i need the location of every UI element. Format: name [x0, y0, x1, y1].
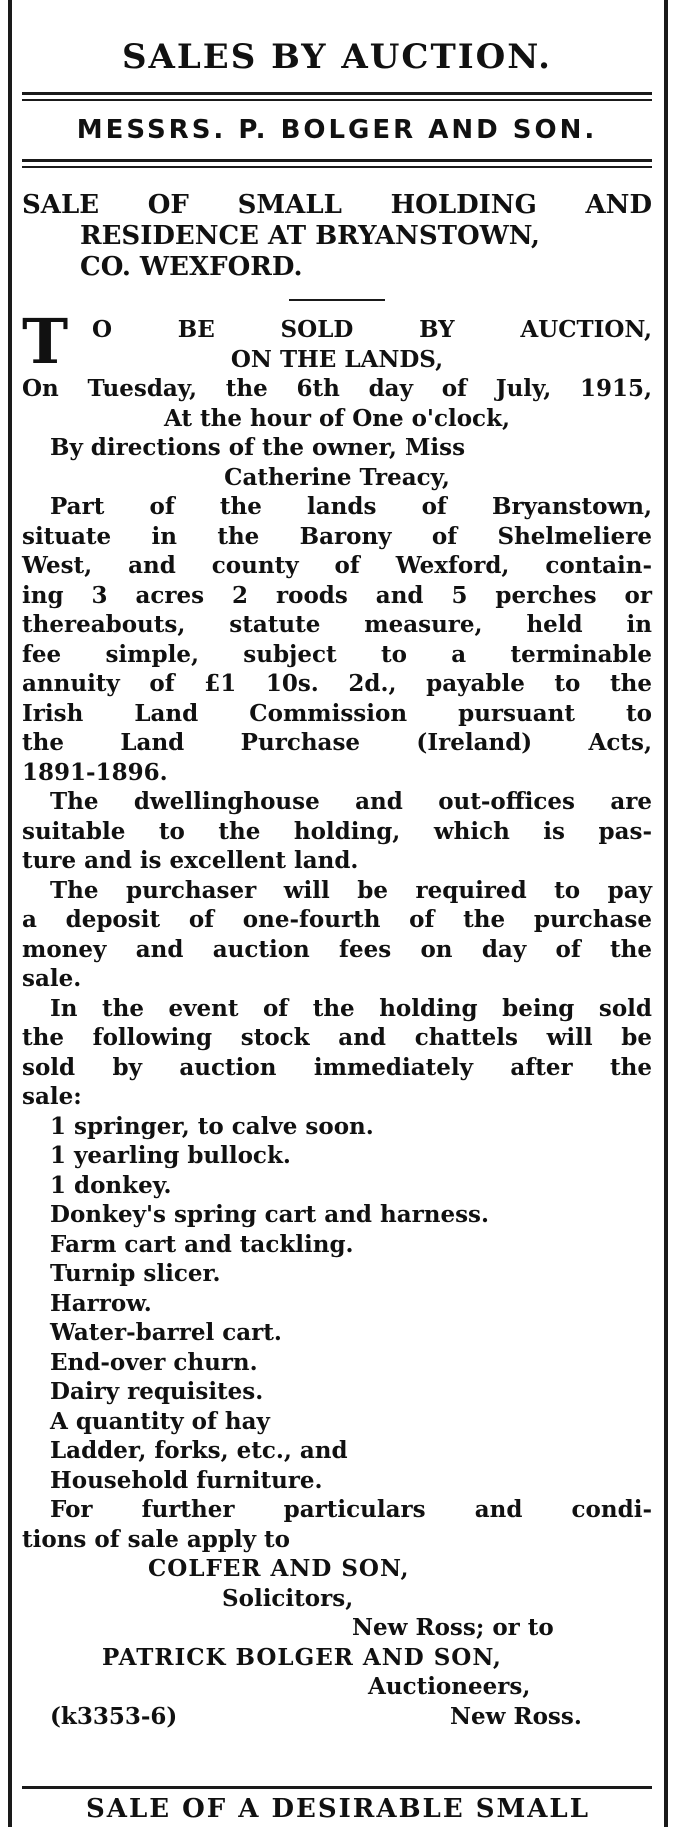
sale-title-line: CO. WEXFORD. [80, 252, 303, 282]
firm-banner: MESSRS. P. BOLGER AND SON. [76, 115, 598, 145]
paragraph-dwelling [22, 787, 652, 876]
body-line: The purchaser will be required to pay [50, 876, 652, 904]
time-line: At the hour of One o'clock, [163, 404, 511, 432]
bottom-rule [22, 1786, 652, 1789]
auctioneer-town: New Ross. [450, 1702, 582, 1730]
list-item: 1 donkey. [50, 1171, 172, 1199]
body-line: annuity of £1 10s. 2d., payable to the [22, 670, 652, 697]
short-divider [289, 299, 385, 301]
further-particulars [22, 1495, 652, 1554]
intro-block [22, 305, 652, 378]
body-line: tions of sale apply to [22, 1525, 290, 1553]
section-heading: SALES BY AUCTION. [121, 37, 553, 77]
date-line: On Tuesday, the 6th day of July, 1915, [22, 375, 652, 402]
sale-title [22, 190, 652, 283]
list-item: Harrow. [50, 1289, 152, 1317]
column-border-right [664, 0, 668, 1827]
advertisement-column [22, 0, 652, 1732]
body-line: a deposit of one-fourth of the purchase [22, 906, 652, 933]
body-line: In the event of the holding being sold [50, 994, 652, 1022]
sale-title-line: SALE OF SMALL HOLDING AND [22, 190, 652, 220]
body-line: sale: [22, 1083, 82, 1110]
list-item: Farm cart and tackling. [50, 1230, 354, 1258]
body-line: money and auction fees on day of the [22, 935, 652, 963]
stock-list [22, 1112, 652, 1496]
body-line: thereabouts, statute measure, held in [22, 611, 652, 638]
list-item: Ladder, forks, etc., and [50, 1437, 348, 1464]
next-advert-heading-cut: SALE OF A DESIRABLE SMALL [86, 1794, 590, 1824]
sale-title-line: RESIDENCE AT BRYANSTOWN, [80, 221, 540, 251]
column-border-left [8, 0, 12, 1827]
firm-rule-bottom [22, 166, 652, 168]
intro-lines [22, 315, 652, 374]
auctioneer-role: Auctioneers, [368, 1673, 531, 1700]
paragraph-deposit [22, 876, 652, 994]
list-item: Turnip slicer. [50, 1260, 221, 1287]
body-line: suitable to the holding, which is pas- [22, 817, 652, 845]
body-line: sale. [22, 965, 82, 992]
body-line: fee simple, subject to a terminable [22, 640, 652, 668]
body-line: situate in the Barony of Shelmeliere [22, 522, 652, 550]
body-line: sold by auction immediately after the [22, 1053, 652, 1081]
body-line: ture and is excellent land. [22, 847, 359, 874]
directions-line: By directions of the owner, Miss [50, 434, 466, 461]
body-line: For further particulars and condi- [50, 1496, 652, 1523]
drop-capital: T [22, 305, 69, 378]
list-item: Dairy requisites. [50, 1378, 264, 1405]
list-item: End-over churn. [50, 1348, 258, 1376]
paragraph-chattels [22, 994, 652, 1112]
body-line: ing 3 acres 2 roods and 5 perches or [22, 581, 652, 609]
directions-line: Catherine Treacy, [224, 463, 450, 491]
body-line: The dwellinghouse and out-offices are [50, 788, 652, 815]
list-item: A quantity of hay [50, 1407, 270, 1435]
reference-code: (k3353-6) [50, 1702, 178, 1730]
solicitor-town: New Ross; or to [352, 1614, 554, 1641]
paragraph-lands [22, 492, 652, 787]
intro-line: ON THE LANDS, [230, 345, 444, 373]
intro-line: O BE SOLD BY AUCTION, [92, 316, 652, 343]
reference-row [22, 1702, 652, 1732]
solicitor-name: COLFER AND SON, [148, 1555, 410, 1582]
body-line: Irish Land Commission pursuant to [22, 699, 652, 727]
list-item: Household furniture. [50, 1466, 323, 1494]
auctioneer-name: PATRICK BOLGER AND SON, [102, 1643, 502, 1671]
body-line: 1891-1896. [22, 758, 168, 786]
list-item: Donkey's spring cart and harness. [50, 1201, 490, 1228]
body-line: the following stock and chattels will be [22, 1024, 652, 1051]
advertisement-body [22, 305, 652, 1732]
list-item: 1 yearling bullock. [50, 1142, 291, 1169]
body-line: West, and county of Wexford, contain- [22, 552, 652, 579]
signature-block [22, 1554, 652, 1732]
solicitor-role: Solicitors, [222, 1584, 354, 1612]
list-item: Water-barrel cart. [50, 1319, 282, 1346]
body-line: Part of the lands of Bryanstown, [50, 493, 652, 520]
list-item: 1 springer, to calve soon. [50, 1112, 374, 1140]
body-line: the Land Purchase (Ireland) Acts, [22, 729, 652, 756]
